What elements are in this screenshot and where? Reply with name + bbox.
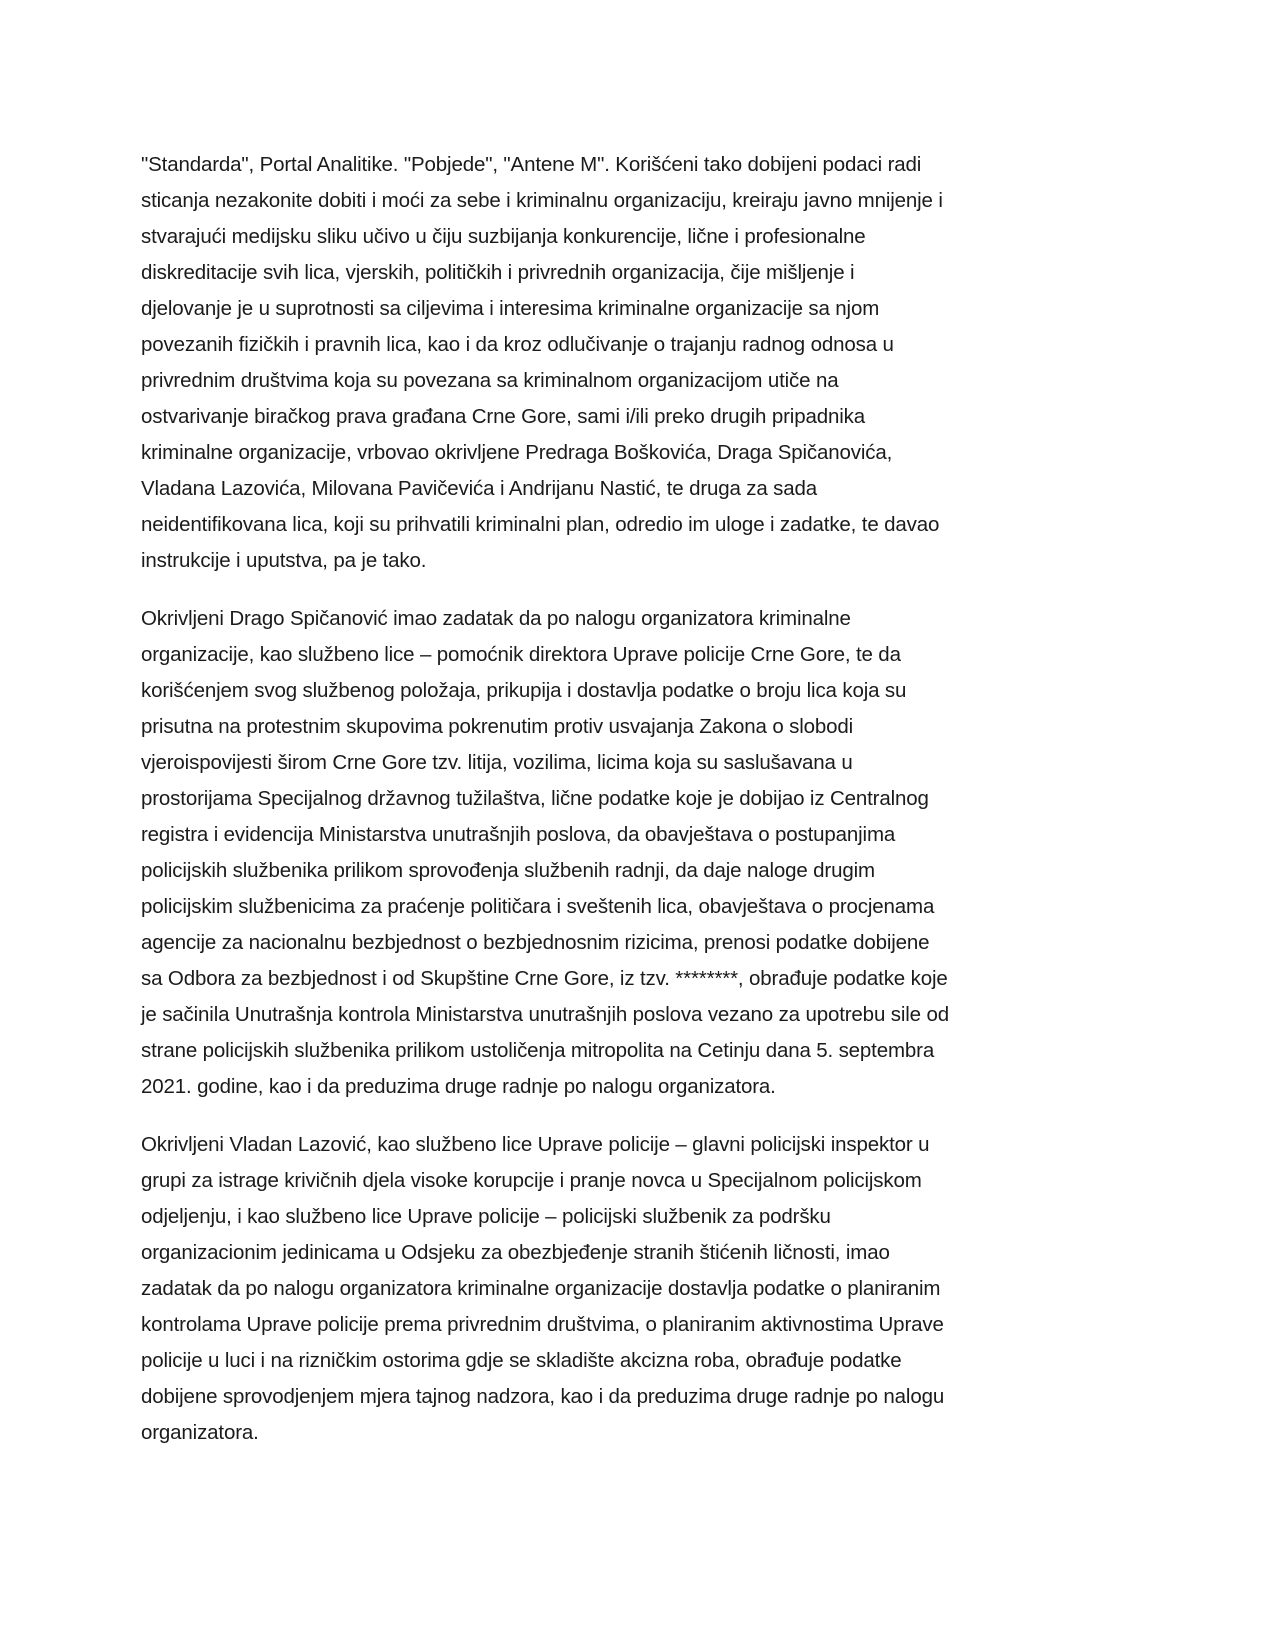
document-body (141, 147, 1135, 1451)
text-line: sa Odbora za bezbjednost i od Skupštine Crne Gore, iz tzv. ********, obrađuje podatke koje (141, 967, 948, 990)
text-line: organizacionim jedinicama u Odsjeku za obezbjeđenje stranih štićenih ličnosti, imao (141, 1241, 890, 1264)
text-line: organizacije, kao službeno lice – pomoćnik direktora Uprave policije Crne Gore, te da (141, 643, 901, 666)
text-line: povezanih fizičkih i pravnih lica, kao i da kroz odlučivanje o trajanju radnog odnosa u (141, 333, 894, 356)
text-line: Okrivljeni Vladan Lazović, kao službeno lice Uprave policije – glavni policijski inspektor u (141, 1133, 930, 1156)
text-line: privrednim društvima koja su povezana sa kriminalnom organizacijom utiče na (141, 369, 839, 392)
paragraph-1 (141, 147, 1135, 579)
text-line: Vladana Lazovića, Milovana Pavičevića i Andrijanu Nastić, te druga za sada (141, 477, 818, 500)
text-line: vjeroispovijesti širom Crne Gore tzv. litija, vozilima, licima koja su saslušavana u (141, 751, 853, 774)
text-line: djelovanje je u suprotnosti sa ciljevima i interesima kriminalne organizacije sa njom (141, 297, 880, 320)
text-line: organizatora. (141, 1421, 259, 1444)
text-line: policijskih službenika prilikom sprovođenja službenih radnji, da daje naloge drugim (141, 859, 875, 882)
text-line: ostvarivanje biračkog prava građana Crne Gore, sami i/ili preko drugih pripadnika (141, 405, 865, 428)
text-line: grupi za istrage krivičnih djela visoke korupcije i pranje novca u Specijalnom policijskom (141, 1169, 922, 1192)
text-line: agencije za nacionalnu bezbjednost o bezbjednosnim rizicima, prenosi podatke dobijene (141, 931, 930, 954)
text-line: strane policijskih službenika prilikom ustoličenja mitropolita na Cetinju dana 5. septembra (141, 1039, 935, 1062)
text-line: 2021. godine, kao i da preduzima druge radnje po nalogu organizatora. (141, 1075, 776, 1098)
text-line: prostorijama Specijalnog državnog tužilaštva, lične podatke koje je dobijao iz Centralnog (141, 787, 929, 810)
text-line: odjeljenju, i kao službeno lice Uprave policije – policijski službenik za podršku (141, 1205, 831, 1228)
text-line: kontrolama Uprave policije prema privrednim društvima, o planiranim aktivnostima Uprave (141, 1313, 944, 1336)
text-line: policijskim službenicima za praćenje političara i sveštenih lica, obavještava o procjenama (141, 895, 935, 918)
text-line: sticanja nezakonite dobiti i moći za sebe i kriminalnu organizaciju, kreiraju javno mnijenje i (141, 189, 943, 212)
text-line: zadatak da po nalogu organizatora kriminalne organizacije dostavlja podatke o planiranim (141, 1277, 941, 1300)
text-line: prisutna na protestnim skupovima pokrenutim protiv usvajanja Zakona o slobodi (141, 715, 854, 738)
paragraph-3 (141, 1127, 1135, 1451)
text-line: dobijene sprovodjenjem mjera tajnog nadzora, kao i da preduzima druge radnje po nalogu (141, 1385, 945, 1408)
text-line: policije u luci i na rizničkim ostorima gdje se skladište akcizna roba, obrađuje podatke (141, 1349, 902, 1372)
text-line: instrukcije i uputstva, pa je tako. (141, 549, 427, 572)
text-line: kriminalne organizacije, vrbovao okrivljene Predraga Boškovića, Draga Spičanovića, (141, 441, 893, 464)
text-line: neidentifikovana lica, koji su prihvatili kriminalni plan, odredio im uloge i zadatke, te davao (141, 513, 940, 536)
text-line: je sačinila Unutrašnja kontrola Ministarstva unutrašnjih poslova vezano za upotrebu sile od (141, 1003, 949, 1026)
text-line: registra i evidencija Ministarstva unutrašnjih poslova, da obavještava o postupanjima (141, 823, 896, 846)
text-line: korišćenjem svog službenog položaja, prikupija i dostavlja podatke o broju lica koja su (141, 679, 907, 702)
text-line: "Standarda", Portal Analitike. "Pobjede", "Antene M". Korišćeni tako dobijeni podaci radi (141, 153, 922, 176)
paragraph-2 (141, 601, 1135, 1105)
text-line: diskreditacije svih lica, vjerskih, političkih i privrednih organizacija, čije mišljenje i (141, 261, 855, 284)
text-line: Okrivljeni Drago Spičanović imao zadatak da po nalogu organizatora kriminalne (141, 607, 851, 630)
text-line: stvarajući medijsku sliku učivo u čiju suzbijanja konkurencije, lične i profesionalne (141, 225, 866, 248)
